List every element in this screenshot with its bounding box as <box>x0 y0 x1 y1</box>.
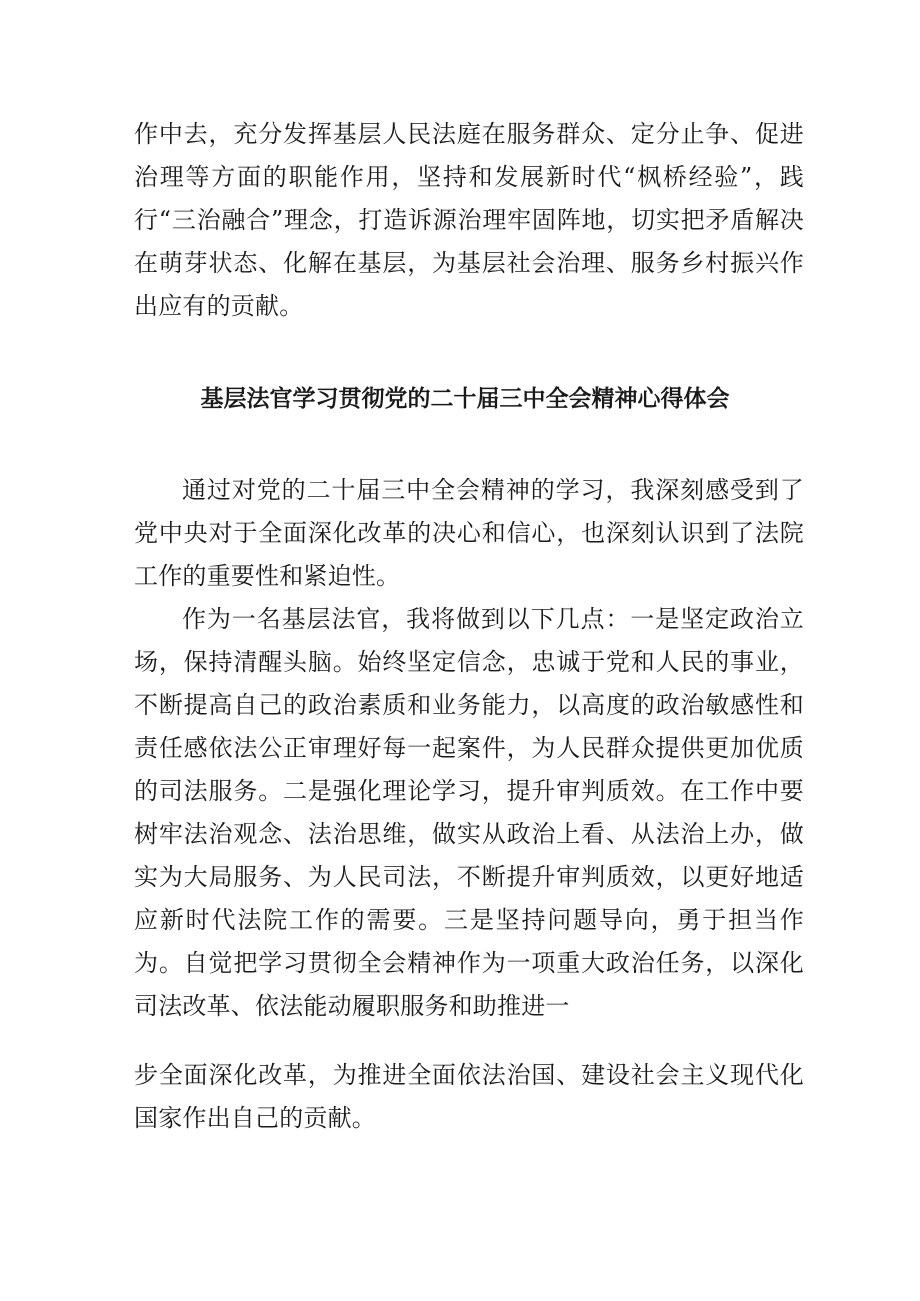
article-title: 基层法官学习贯彻党的二十届三中全会精神心得体会 <box>200 386 730 412</box>
paragraph-continuation: 作中去，充分发挥基层人民法庭在服务群众、定分止争、促进治理等方面的职能作用，坚持和发展新时代“枫桥经验”，践行“三治融合”理念，打造诉源治理牢固阵地，切实把矛盾解决在萌芽状态、化解在基层，为基层社会治理、服务乡村振兴作出应有的贡献。 <box>134 120 804 320</box>
paragraph-main: 作为一名基层法官，我将做到以下几点：一是坚定政治立场，保持清醒头脑。始终坚定信念，忠诚于党和人民的事业，不断提高自己的政治素质和业务能力，以高度的政治敏感性和责任感依法公正审理好每一起案件，为人民群众提供更加优质的司法服务。二是强化理论学习，提升审判质效。在工作中要树牢法治观念、法治思维，做实从政治上看、从法治上办，做实为大局服务、为人民司法，不断提升审判质效，以更好地适应新时代法院工作的需要。三是坚持问题导向，勇于担当作为。自觉把学习贯彻全会精神作为一项重大政治任务，以深化司法改革、依法能动履职服务和助推进一 <box>134 605 804 1020</box>
paragraph-conclusion: 步全面深化改革，为推进全面依法治国、建设社会主义现代化国家作出自己的贡献。 <box>134 1061 804 1132</box>
paragraph-intro: 通过对党的二十届三中全会精神的学习，我深刻感受到了党中央对于全面深化改革的决心和信心，也深刻认识到了法院工作的重要性和紧迫性。 <box>134 476 804 590</box>
